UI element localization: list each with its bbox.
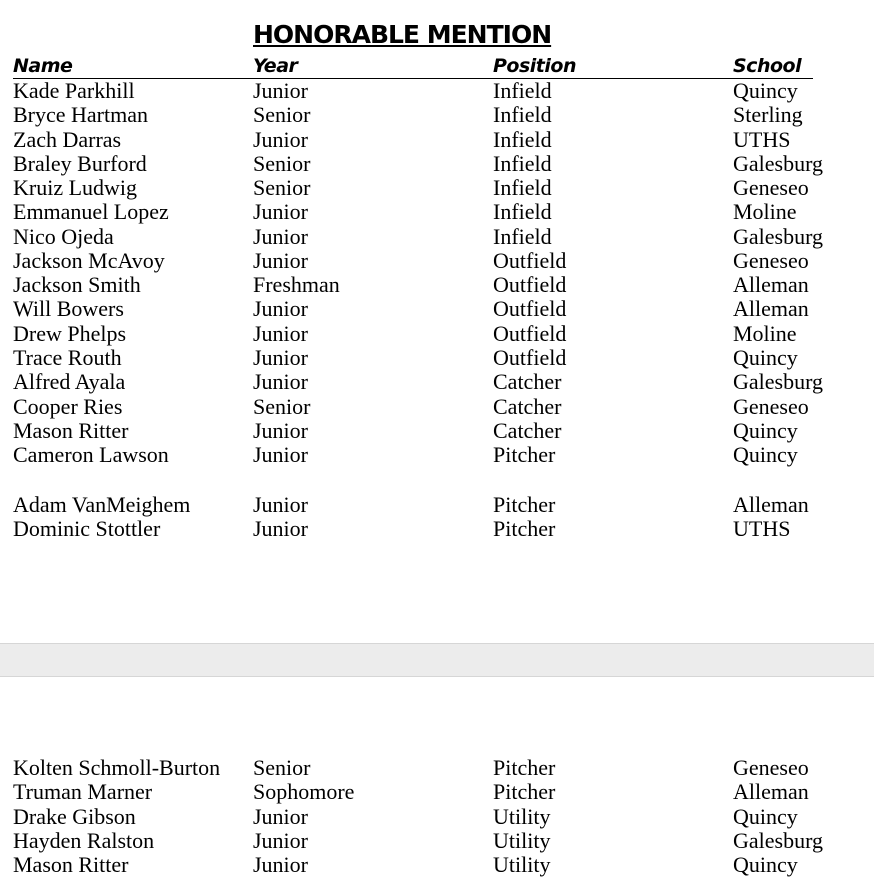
cell-year: Junior	[253, 320, 308, 346]
cell-name: Jackson McAvoy	[13, 247, 165, 273]
cell-year: Junior	[253, 516, 308, 542]
cell-name: Cooper Ries	[13, 393, 123, 419]
table-row	[13, 756, 873, 780]
cell-year: Senior	[253, 175, 311, 201]
table-row	[13, 517, 873, 541]
cell-position: Outfield	[493, 320, 567, 346]
cell-position: Catcher	[493, 417, 562, 443]
table-row	[13, 370, 873, 394]
cell-school: UTHS	[733, 516, 791, 542]
cell-position: Outfield	[493, 296, 567, 322]
table-row	[13, 297, 873, 321]
cell-name: Mason Ritter	[13, 852, 129, 878]
cell-year: Senior	[253, 393, 311, 419]
cell-school: Quincy	[733, 803, 798, 829]
cell-school: Galesburg	[733, 369, 824, 395]
table-row	[13, 853, 873, 877]
cell-position: Infield	[493, 223, 552, 249]
cell-year: Senior	[253, 102, 311, 128]
header-name: Name	[13, 55, 73, 77]
cell-school: Alleman	[733, 296, 809, 322]
cell-year: Junior	[253, 417, 308, 443]
cell-school: Quincy	[733, 417, 798, 443]
cell-position: Pitcher	[493, 492, 556, 517]
table-row	[13, 322, 873, 346]
cell-name: Mason Ritter	[13, 417, 129, 443]
cell-position: Utility	[493, 827, 551, 853]
table-row	[13, 200, 873, 224]
cell-school: Geneseo	[733, 755, 809, 780]
header-year: Year	[253, 55, 298, 77]
table-row	[13, 443, 873, 467]
document-title: HONORABLE MENTION	[253, 20, 552, 49]
cell-school: Galesburg	[733, 150, 824, 176]
table-row	[13, 103, 873, 127]
cell-position: Outfield	[493, 272, 567, 298]
cell-year: Sophomore	[253, 779, 355, 805]
cell-school: Sterling	[733, 102, 803, 128]
table-row	[13, 225, 873, 249]
cell-position: Infield	[493, 150, 552, 176]
cell-position: Utility	[493, 803, 551, 829]
cell-school: Geneseo	[733, 247, 809, 273]
cell-year: Junior	[253, 223, 308, 249]
cell-name: Braley Burford	[13, 150, 147, 176]
cell-name: Cameron Lawson	[13, 442, 169, 468]
table-row	[13, 829, 873, 853]
table-row	[13, 79, 873, 103]
cell-school: Quincy	[733, 78, 798, 103]
cell-year: Senior	[253, 150, 311, 176]
cell-name: Bryce Hartman	[13, 102, 148, 128]
table-row	[13, 395, 873, 419]
table-header-row	[13, 54, 813, 79]
cell-name: Hayden Ralston	[13, 827, 155, 853]
cell-year: Junior	[253, 803, 308, 829]
cell-name: Kruiz Ludwig	[13, 175, 138, 201]
page-break-gap	[0, 643, 874, 677]
cell-position: Pitcher	[493, 442, 556, 468]
cell-name: Adam VanMeighem	[13, 492, 191, 517]
document-page-2	[0, 677, 874, 888]
cell-school: UTHS	[733, 126, 791, 152]
cell-position: Outfield	[493, 247, 567, 273]
cell-school: Quincy	[733, 852, 798, 878]
header-school: School	[733, 55, 802, 77]
cell-school: Quincy	[733, 442, 798, 468]
cell-name: Alfred Ayala	[13, 369, 126, 395]
cell-name: Kolten Schmoll-Burton	[13, 755, 221, 780]
table-row	[13, 493, 873, 517]
cell-year: Junior	[253, 852, 308, 878]
cell-year: Junior	[253, 296, 308, 322]
cell-position: Infield	[493, 126, 552, 152]
cell-position: Pitcher	[493, 516, 556, 542]
cell-name: Jackson Smith	[13, 272, 141, 298]
cell-school: Alleman	[733, 492, 809, 517]
cell-school: Geneseo	[733, 393, 809, 419]
cell-year: Junior	[253, 344, 308, 370]
cell-name: Truman Marner	[13, 779, 153, 805]
cell-school: Alleman	[733, 272, 809, 298]
table-row	[13, 780, 873, 804]
table-row	[13, 176, 873, 200]
cell-school: Galesburg	[733, 223, 824, 249]
cell-name: Dominic Stottler	[13, 516, 161, 542]
cell-name: Emmanuel Lopez	[13, 199, 169, 225]
cell-position: Infield	[493, 78, 552, 103]
cell-position: Infield	[493, 102, 552, 128]
cell-school: Alleman	[733, 779, 809, 805]
cell-year: Junior	[253, 247, 308, 273]
cell-school: Geneseo	[733, 175, 809, 201]
cell-year: Junior	[253, 492, 308, 517]
table-row	[13, 346, 873, 370]
table-row	[13, 419, 873, 443]
table-row	[13, 805, 873, 829]
cell-position: Infield	[493, 199, 552, 225]
cell-position: Catcher	[493, 393, 562, 419]
cell-name: Drew Phelps	[13, 320, 127, 346]
cell-name: Nico Ojeda	[13, 223, 114, 249]
cell-year: Senior	[253, 755, 311, 780]
cell-school: Moline	[733, 320, 797, 346]
cell-year: Junior	[253, 827, 308, 853]
table-row	[13, 249, 873, 273]
table-row	[13, 273, 873, 297]
table-row	[13, 152, 873, 176]
cell-name: Zach Darras	[13, 126, 122, 152]
cell-position: Utility	[493, 852, 551, 878]
cell-position: Outfield	[493, 344, 567, 370]
cell-year: Freshman	[253, 272, 340, 298]
table-row	[13, 128, 873, 152]
cell-position: Pitcher	[493, 779, 556, 805]
cell-year: Junior	[253, 369, 308, 395]
header-position: Position	[493, 55, 576, 77]
cell-school: Quincy	[733, 344, 798, 370]
cell-school: Moline	[733, 199, 797, 225]
cell-position: Infield	[493, 175, 552, 201]
cell-name: Trace Routh	[13, 344, 122, 370]
cell-name: Kade Parkhill	[13, 78, 135, 103]
cell-position: Catcher	[493, 369, 562, 395]
cell-year: Junior	[253, 199, 308, 225]
cell-name: Will Bowers	[13, 296, 124, 322]
cell-year: Junior	[253, 442, 308, 468]
cell-position: Pitcher	[493, 755, 556, 780]
cell-school: Galesburg	[733, 827, 824, 853]
cell-year: Junior	[253, 78, 308, 103]
cell-year: Junior	[253, 126, 308, 152]
cell-name: Drake Gibson	[13, 803, 136, 829]
